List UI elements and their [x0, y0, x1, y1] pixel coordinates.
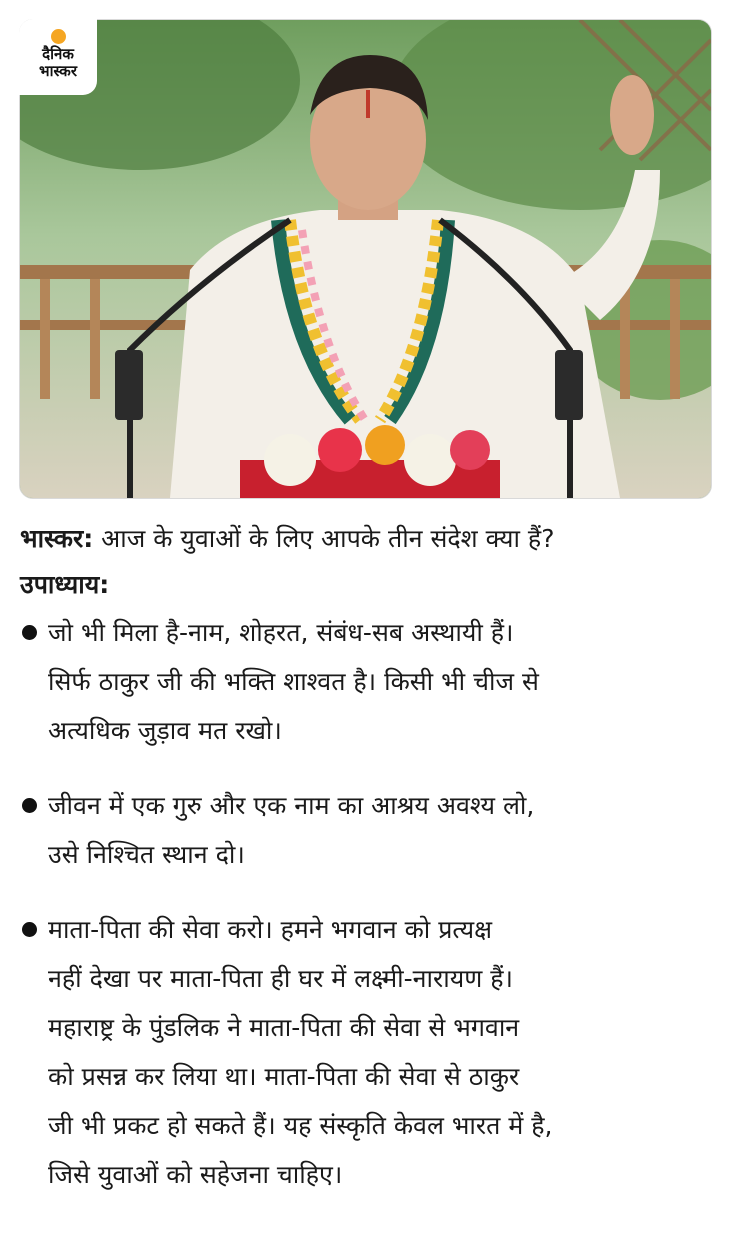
interview-content: [20, 522, 710, 1225]
message-line: उसे निश्चित स्थान दो।: [48, 840, 245, 869]
photo-illustration: [20, 20, 711, 498]
question-label: भास्कर:: [20, 524, 94, 553]
sun-icon: [51, 29, 66, 44]
speaker-photo: [19, 19, 712, 499]
message-item: [20, 905, 710, 1199]
message-list: [20, 608, 710, 1199]
message-line: अत्यधिक जुड़ाव मत रखो।: [48, 716, 282, 745]
message-line: को प्रसन्न कर लिया था। माता-पिता की सेवा से ठाकुर: [48, 1062, 520, 1091]
logo-line-2: भास्कर: [39, 62, 77, 80]
question: [20, 522, 710, 556]
bullet-icon: [22, 922, 37, 937]
bullet-icon: [22, 625, 37, 640]
message-line: नहीं देखा पर माता-पिता ही घर में लक्ष्मी-नारायण हैं।: [48, 964, 513, 993]
message-line: महाराष्ट्र के पुंडलिक ने माता-पिता की सेवा से भगवान: [48, 1013, 520, 1042]
message-line: जी भी प्रकट हो सकते हैं। यह संस्कृति केवल भारत में है,: [48, 1111, 553, 1140]
logo-line-1: दैनिक: [42, 45, 74, 63]
answer-label: उपाध्याय:: [20, 570, 110, 599]
question-text: आज के युवाओं के लिए आपके तीन संदेश क्या हैं?: [93, 524, 555, 553]
message-line: जो भी मिला है-नाम, शोहरत, संबंध-सब अस्थायी हैं।: [48, 618, 514, 647]
message-line: जिसे युवाओं को सहेजना चाहिए।: [48, 1160, 343, 1189]
bullet-icon: [22, 798, 37, 813]
dainik-bhaskar-logo: [19, 19, 97, 95]
message-line: माता-पिता की सेवा करो। हमने भगवान को प्रत्यक्ष: [48, 915, 493, 944]
message-item: [20, 781, 710, 879]
message-line: सिर्फ ठाकुर जी की भक्ति शाश्वत है। किसी भी चीज से: [48, 667, 539, 696]
message-line: जीवन में एक गुरु और एक नाम का आश्रय अवश्य लो,: [48, 791, 535, 820]
message-item: [20, 608, 710, 755]
